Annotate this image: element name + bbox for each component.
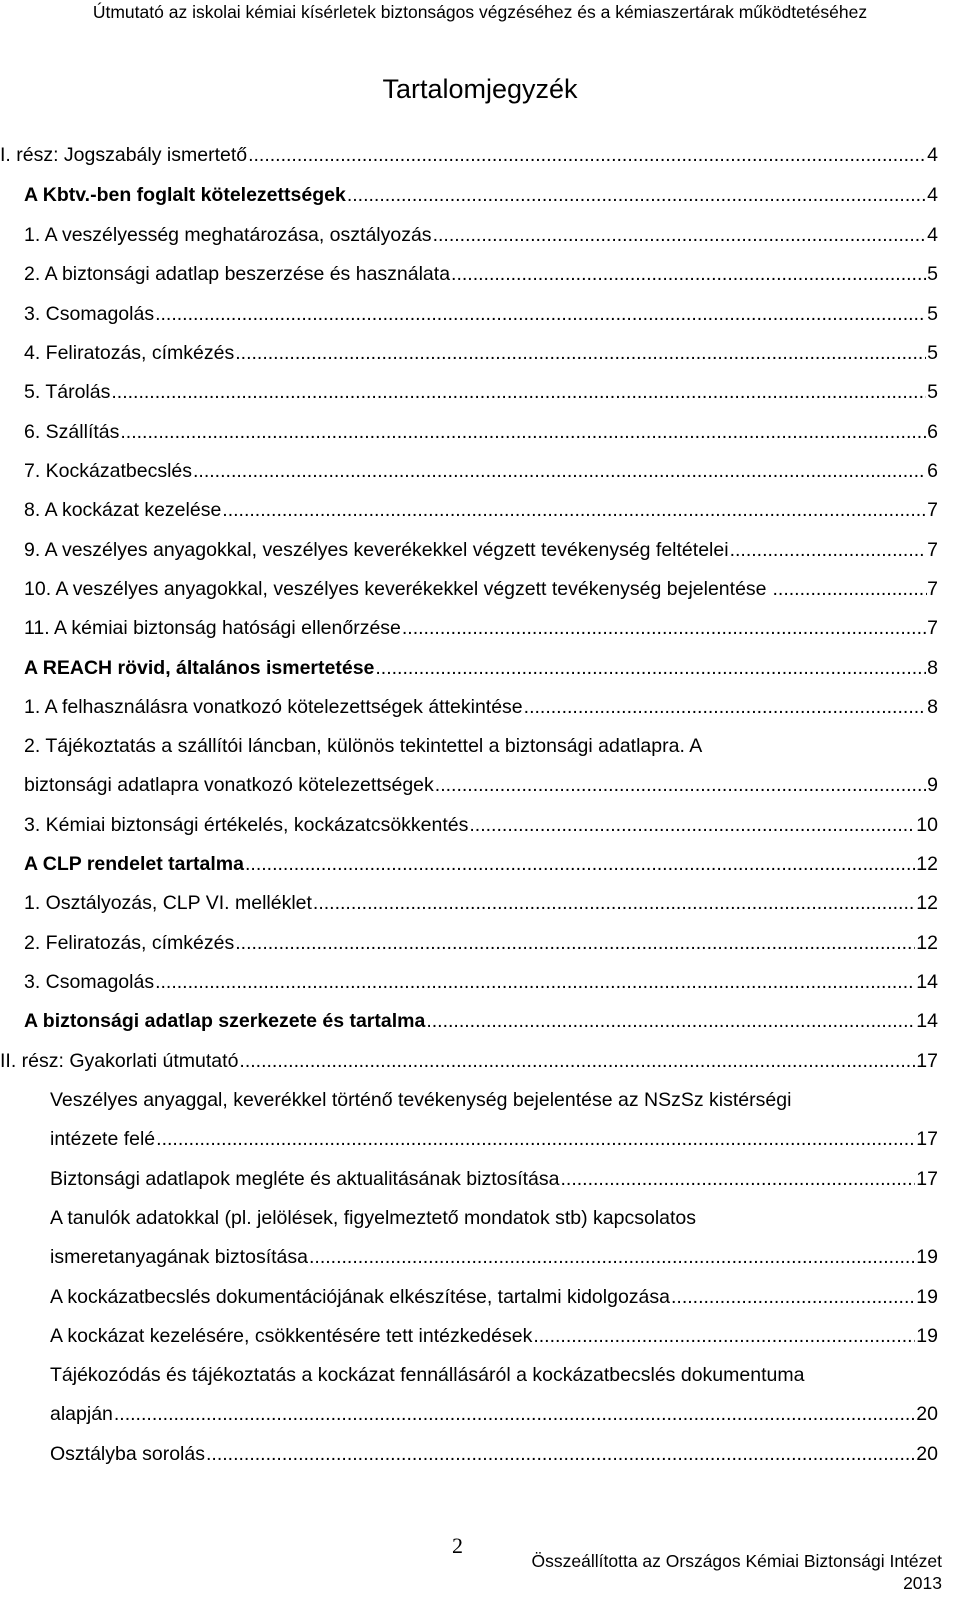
toc-entry-page: 14 [916,971,938,993]
toc-leader-dots [114,1400,915,1428]
page-number: 2 [452,1533,463,1558]
toc-entry-text: A Kbtv.-ben foglalt kötelezettségek [24,184,346,206]
toc-leader-dots [193,457,926,485]
toc-entry-text: 5. Tárolás [24,381,111,403]
toc-entry-kbtv-5[interactable] [24,378,938,406]
toc-leader-dots [120,418,926,446]
toc-entry-page: 4 [927,184,938,206]
toc-entry-kbtv-8[interactable] [24,496,938,524]
toc-entry-page: 20 [916,1443,938,1465]
toc-entry-kbtv-6[interactable] [24,418,938,446]
toc-leader-dots [222,496,926,524]
toc-entry-text: 7. Kockázatbecslés [24,460,193,482]
toc-entry-text: 2. A biztonsági adatlap beszerzése és használata [24,263,451,285]
toc-entry-page: 7 [927,578,938,600]
toc-entry-text: 2. Feliratozás, címkézés [24,932,235,954]
toc-entry-page: 17 [916,1050,938,1072]
toc-entry-page: 20 [916,1403,938,1425]
toc-leader-dots [206,1440,915,1468]
toc-entry-kbtv[interactable] [24,181,938,209]
toc-entry-page: 17 [916,1128,938,1150]
toc-entry-risk-doc[interactable] [50,1283,938,1311]
toc-leader-dots [773,575,928,603]
toc-leader-dots [235,929,915,957]
toc-entry-reach[interactable] [24,654,938,682]
toc-entry-sds[interactable] [24,1007,938,1035]
toc-entry-page: 5 [927,303,938,325]
toc-entry-reach-3[interactable] [24,811,938,839]
toc-entry-page: 17 [916,1168,938,1190]
toc-entry-text: 11. A kémiai biztonság hatósági ellenőrzése [24,617,401,639]
toc-entry-page: 5 [927,263,938,285]
toc-leader-dots [245,850,915,878]
toc-entry-text: 1. Osztályozás, CLP VI. melléklet [24,892,312,914]
toc-entry-text: Tájékozódás és tájékoztatás a kockázat fennállásáról a kockázatbecslés dokumentuma [50,1364,805,1386]
toc-leader-dots [111,378,926,406]
toc-entry-text: II. rész: Gyakorlati útmutató [0,1050,239,1072]
toc-entry-text: Osztályba sorolás [50,1443,205,1465]
toc-entry-text: I. rész: Jogszabály ismertető [0,144,248,166]
toc-entry-page: 7 [927,539,938,561]
toc-entry-risk-info-cont[interactable] [50,1400,938,1428]
toc-entry-text: 1. A felhasználásra vonatkozó kötelezettségek áttekintése [24,696,523,718]
toc-entry-text: A kockázat kezelésére, csökkentésére tett intézkedések [50,1325,533,1347]
toc-leader-dots [524,693,926,721]
toc-entry-part-2[interactable] [0,1047,938,1075]
toc-entry-page: 6 [927,421,938,443]
toc-entry-clp[interactable] [24,850,938,878]
toc-leader-dots [347,181,926,209]
toc-entry-text: Biztonsági adatlapok megléte és aktualitásának biztosítása [50,1168,560,1190]
toc-leader-dots [239,1047,915,1075]
toc-entry-page: 8 [927,657,938,679]
toc-entry-notification[interactable] [50,1086,938,1114]
toc-entry-page: 19 [916,1246,938,1268]
toc-entry-text: Veszélyes anyaggal, keverékkel történő tevékenység bejelentése az NSzSz kistérségi [50,1089,792,1111]
toc-entry-reach-1[interactable] [24,693,938,721]
toc-leader-dots [433,221,927,249]
toc-entry-page: 19 [916,1325,938,1347]
toc-entry-page: 9 [927,774,938,796]
toc-entry-text: 3. Kémiai biztonsági értékelés, kockázatcsökkentés [24,814,469,836]
toc-entry-page: 12 [916,853,938,875]
toc-leader-dots [451,260,926,288]
toc-leader-dots [155,968,915,996]
toc-entry-risk-measures[interactable] [50,1322,938,1350]
toc-leader-dots [730,536,927,564]
toc-entry-text: 4. Feliratozás, címkézés [24,342,235,364]
toc-leader-dots [248,141,926,169]
toc-entry-clp-1[interactable] [24,889,938,917]
toc-entry-text: 8. A kockázat kezelése [24,499,222,521]
toc-entry-risk-info[interactable] [50,1361,938,1389]
toc-leader-dots [560,1165,915,1193]
toc-entry-kbtv-4[interactable] [24,339,938,367]
toc-entry-page: 7 [927,617,938,639]
toc-entry-text: intézete felé [50,1128,156,1150]
toc-entry-kbtv-2[interactable] [24,260,938,288]
toc-entry-text: 3. Csomagolás [24,971,155,993]
toc-entry-page: 10 [916,814,938,836]
toc-entry-page: 7 [927,499,938,521]
toc-entry-page: 19 [916,1286,938,1308]
toc-entry-text: 1. A veszélyesség meghatározása, osztályozás [24,224,432,246]
toc-leader-dots [155,300,926,328]
toc-entry-classification[interactable] [50,1440,938,1468]
footer-credit-line: Összeállította az Országos Kémiai Biztonsági Intézet [531,1551,942,1571]
toc-entry-text: biztonsági adatlapra vonatkozó kötelezettségek [24,774,434,796]
toc-entry-page: 14 [916,1010,938,1032]
footer-credit [532,1550,942,1594]
toc-entry-text: A biztonsági adatlap szerkezete és tartalma [24,1010,426,1032]
toc-leader-dots [435,771,926,799]
toc-entry-text: A tanulók adatokkal (pl. jelölések, figyelmeztető mondatok stb) kapcsolatos [50,1207,697,1229]
toc-entry-kbtv-10[interactable] [24,575,938,603]
toc-leader-dots [402,614,926,642]
toc-entry-text: ismeretanyagának biztosítása [50,1246,308,1268]
toc-leader-dots [313,889,915,917]
toc-entry-kbtv-7[interactable] [24,457,938,485]
toc-entry-text: alapján [50,1403,113,1425]
toc-entry-reach-2-cont[interactable] [24,771,938,799]
running-header: Útmutató az iskolai kémiai kísérletek biztonságos végzéséhez és a kémiaszertárak működtetéséhez [92,2,868,22]
toc-entry-clp-2[interactable] [24,929,938,957]
toc-entry-page: 8 [927,696,938,718]
toc-entry-kbtv-3[interactable] [24,300,938,328]
toc-leader-dots [469,811,915,839]
toc-entry-text: 6. Szállítás [24,421,120,443]
toc-entry-students-cont[interactable] [50,1243,938,1271]
toc-entry-page: 4 [927,224,938,246]
toc-entry-kbtv-11[interactable] [24,614,938,642]
toc-entry-text: A REACH rövid, általános ismertetése [24,657,375,679]
toc-entry-page: 6 [927,460,938,482]
toc-leader-dots [426,1007,915,1035]
toc-leader-dots [533,1322,915,1350]
toc-entry-sds-availability[interactable] [50,1165,938,1193]
toc-entry-kbtv-1[interactable] [24,221,938,249]
toc-entry-page: 4 [927,144,938,166]
toc-entry-part-1[interactable] [0,141,938,169]
toc-leader-dots [235,339,926,367]
toc-leader-dots [375,654,926,682]
toc-entry-students[interactable] [50,1204,938,1232]
toc-entry-reach-2[interactable] [24,732,938,760]
toc-entry-kbtv-9[interactable] [24,536,938,564]
toc-leader-dots [309,1243,915,1271]
toc-entry-text: 3. Csomagolás [24,303,155,325]
toc-entry-text: A CLP rendelet tartalma [24,853,244,875]
footer-year: 2013 [903,1573,942,1593]
toc-entry-text: 10. A veszélyes anyagokkal, veszélyes keverékekkel végzett tevékenység bejelentése [24,578,767,600]
toc-entry-clp-3[interactable] [24,968,938,996]
toc-entry-page: 12 [916,892,938,914]
toc-entry-page: 12 [916,932,938,954]
toc-entry-text: A kockázatbecslés dokumentációjának elkészítése, tartalmi kidolgozása [50,1286,670,1308]
toc-entry-page: 5 [927,342,938,364]
toc-entry-page: 5 [927,381,938,403]
toc-leader-dots [671,1283,915,1311]
toc-entry-notification-cont[interactable] [50,1125,938,1153]
toc-entry-text: 2. Tájékoztatás a szállítói láncban, különös tekintettel a biztonsági adatlapra. A [24,735,703,757]
toc-title: Tartalomjegyzék [382,74,578,104]
toc-leader-dots [156,1125,915,1153]
toc-entry-text: 9. A veszélyes anyagokkal, veszélyes keverékekkel végzett tevékenység feltételei [24,539,729,561]
